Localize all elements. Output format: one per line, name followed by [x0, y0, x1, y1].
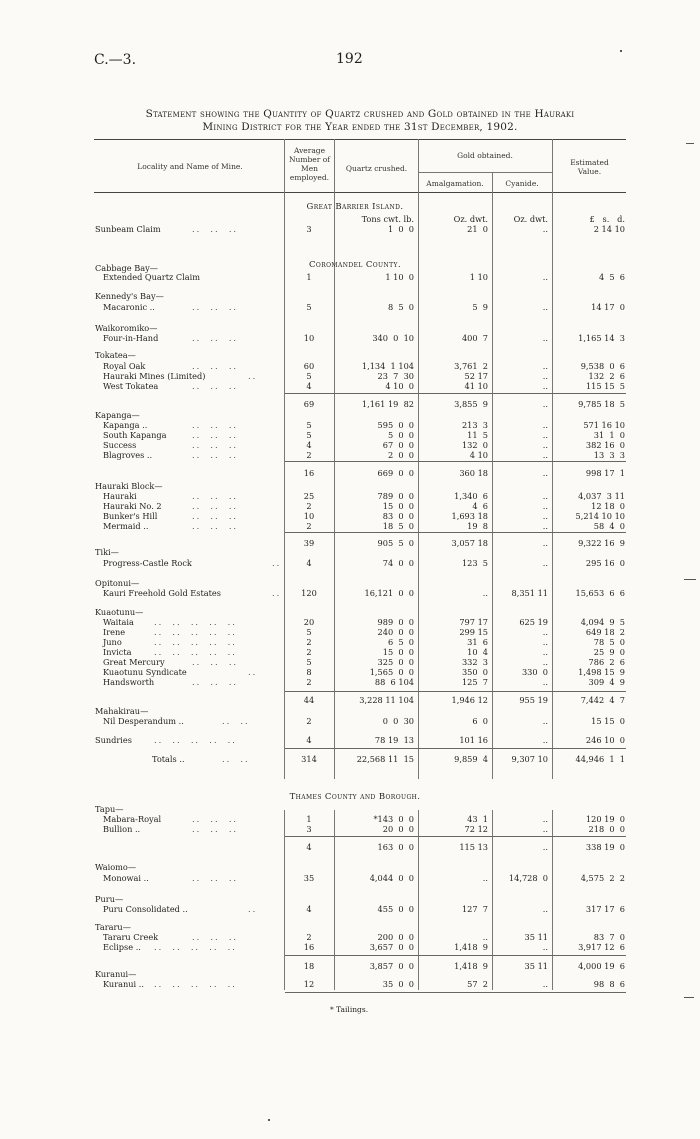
value-cell: 7,442 4 7 [580, 695, 625, 705]
mine-name: Hauraki [103, 491, 137, 501]
amalg-cell: 31 6 [467, 637, 488, 647]
quartz-cell: 6 5 0 [387, 637, 414, 647]
men-cell: 2 [306, 501, 312, 511]
cyanide-cell: .. [542, 430, 548, 440]
table-top-rule [94, 139, 626, 140]
quartz-cell: 455 0 0 [377, 904, 414, 914]
mine-name: Juno [103, 637, 122, 647]
men-cell: 2 [306, 677, 312, 687]
men-cell: 1 [306, 814, 312, 824]
scan-speck [620, 50, 622, 52]
men-cell: 314 [301, 754, 317, 764]
amalg-cell: 125 7 [461, 677, 488, 687]
value-cell: 31 1 0 [593, 430, 625, 440]
quartz-cell: 15 0 0 [382, 501, 414, 511]
cyanide-cell: .. [542, 272, 548, 282]
mine-name: Handsworth [103, 677, 155, 687]
amalg-cell: 115 13 [459, 842, 488, 852]
quartz-cell: 8 5 0 [387, 302, 414, 312]
quartz-cell: 88 6 104 [374, 677, 414, 687]
value-cell: 998 17 1 [585, 468, 625, 478]
quartz-cell: 989 0 0 [377, 617, 414, 627]
quartz-cell: 3,857 0 0 [369, 961, 414, 971]
mine-name: Macaronic .. [103, 302, 155, 312]
column-rule-value [552, 139, 553, 779]
cyanide-cell: .. [542, 450, 548, 460]
totals-rule [285, 748, 626, 749]
value-cell: 58 4 0 [593, 521, 625, 531]
mine-name: Royal Oak [103, 361, 146, 371]
cyanide-cell: 14,728 0 [508, 873, 548, 883]
amalg-cell: 52 17 [464, 371, 488, 381]
mine-name: Four-in-Hand [103, 333, 159, 343]
value-cell: 1,165 14 3 [578, 333, 625, 343]
amalg-cell: 123 5 [461, 558, 488, 568]
value-cell: 115 15 5 [585, 381, 625, 391]
value-cell: 4,094 9 5 [580, 617, 625, 627]
cyanide-cell: .. [542, 842, 548, 852]
value-cell: 4,000 19 6 [578, 961, 625, 971]
amalg-cell: 3,057 18 [451, 538, 488, 548]
cyanide-cell: .. [542, 361, 548, 371]
amalg-cell: 43 1 [467, 814, 488, 824]
men-cell: 4 [306, 558, 312, 568]
value-cell: 98 8 6 [593, 979, 625, 989]
cyanide-cell: .. [542, 824, 548, 834]
group-kapanga: Kapanga— [95, 410, 140, 420]
gold-header-rule [418, 172, 552, 173]
statement-title-line-1: Statement showing the Quantity of Quartz crushed and Gold obtained in the Hauraki [145, 108, 575, 120]
men-cell: 4 [306, 842, 312, 852]
quartz-cell: 22,568 11 15 [356, 754, 414, 764]
scan-speck [268, 1119, 270, 1121]
value-cell: 12 18 0 [591, 501, 625, 511]
amalg-cell: 332 3 [461, 657, 488, 667]
scan-speck [684, 997, 694, 998]
quartz-cell: 35 0 0 [382, 979, 414, 989]
amalg-cell: 57 2 [467, 979, 488, 989]
men-cell: 44 [303, 695, 315, 705]
value-cell: 9,322 16 9 [578, 538, 625, 548]
quartz-cell: 1 0 0 [387, 224, 414, 234]
mine-name: Bunker's Hill [103, 511, 158, 521]
value-cell: 9,538 0 6 [580, 361, 625, 371]
value-cell: 317 17 6 [585, 904, 625, 914]
column-rule-quartz [334, 139, 335, 779]
amalg-cell: 9,859 4 [454, 754, 488, 764]
value-cell: 382 16 0 [585, 440, 625, 450]
cyanide-cell: .. [542, 538, 548, 548]
scan-speck [684, 579, 696, 580]
cyanide-cell: .. [542, 371, 548, 381]
men-cell: 1 [306, 272, 312, 282]
quartz-cell: 18 5 0 [382, 521, 414, 531]
value-cell: 132 2 6 [588, 371, 625, 381]
cyanide-cell: .. [542, 942, 548, 952]
men-cell: 20 [303, 617, 315, 627]
column-rule-amalg-2 [418, 810, 419, 990]
scan-speck [686, 143, 694, 144]
mine-name: Invicta [103, 647, 132, 657]
quartz-cell: 4,044 0 0 [369, 873, 414, 883]
subtotal-rule-kuaotunu [285, 691, 626, 692]
column-rule-cyanide [492, 172, 493, 779]
value-cell: 1,498 15 9 [578, 667, 625, 677]
cyanide-cell: 35 11 [524, 932, 548, 942]
page-number: 192 [336, 51, 363, 67]
mine-name: Kapanga .. [103, 420, 148, 430]
amalg-cell: 350 0 [461, 667, 488, 677]
cyanide-cell: .. [542, 637, 548, 647]
group-kuaotunu: Kuaotunu— [95, 607, 144, 617]
amalg-cell: 1,946 12 [451, 695, 488, 705]
header-value-2: Value. [577, 167, 602, 176]
cyanide-cell: .. [542, 399, 548, 409]
amalg-cell: 1,418 9 [454, 961, 488, 971]
amalg-cell: .. [482, 932, 488, 942]
quartz-cell: 669 0 0 [377, 468, 414, 478]
header-men-1: Average [293, 146, 326, 155]
quartz-cell: 20 0 0 [382, 824, 414, 834]
mine-name: Sundries [95, 735, 132, 745]
mine-name: Kuaotunu Syndicate [103, 667, 187, 677]
men-cell: 5 [306, 420, 312, 430]
amalg-cell: 1,340 6 [454, 491, 488, 501]
group-puru: Puru— [95, 894, 124, 904]
quartz-cell: 905 5 0 [377, 538, 414, 548]
value-cell: 4,575 2 2 [580, 873, 625, 883]
group-mahakirau: Mahakirau— [95, 706, 149, 716]
mine-name: West Tokatea [103, 381, 159, 391]
header-gold: Gold obtained. [457, 151, 513, 160]
column-rule-amalg [418, 139, 419, 779]
cyanide-cell: .. [542, 491, 548, 501]
subtotal-rule-kapanga [285, 461, 626, 462]
value-cell: 78 5 0 [593, 637, 625, 647]
totals-label: Totals .. [152, 754, 185, 764]
cyanide-cell: .. [542, 521, 548, 531]
group-tiki: Tiki— [95, 547, 119, 557]
value-cell: 15 15 0 [591, 716, 625, 726]
quartz-cell: 3,657 0 0 [369, 942, 414, 952]
cyanide-cell: .. [542, 814, 548, 824]
header-value-1: Estimated [570, 158, 609, 167]
amalg-cell: 213 3 [461, 420, 488, 430]
mine-name: Success [103, 440, 137, 450]
men-cell: 4 [306, 904, 312, 914]
subtotal-rule-hauraki [285, 532, 626, 533]
header-quartz: Quartz crushed. [345, 164, 408, 173]
amalg-cell: 1 10 [469, 272, 488, 282]
cyanide-cell: .. [542, 333, 548, 343]
men-cell: 60 [303, 361, 315, 371]
men-cell: 39 [303, 538, 315, 548]
table-header-rule [94, 192, 626, 193]
subtotal-rule-tapu [285, 836, 626, 837]
header-cyanide: Cyanide. [505, 179, 539, 188]
amalg-cell: 132 0 [461, 440, 488, 450]
units-quartz: Tons cwt. lb. [361, 214, 414, 224]
value-cell: 13 3 3 [593, 450, 625, 460]
quartz-cell: 340 0 10 [372, 333, 414, 343]
cyanide-cell: .. [542, 468, 548, 478]
quartz-cell: 74 0 0 [382, 558, 414, 568]
cyanide-cell: .. [542, 302, 548, 312]
cyanide-cell: .. [542, 627, 548, 637]
amalg-cell: 3,761 2 [454, 361, 488, 371]
amalg-cell: 127 7 [461, 904, 488, 914]
amalg-cell: 6 0 [472, 716, 488, 726]
mine-name: Waitaia [103, 617, 134, 627]
quartz-cell: 15 0 0 [382, 647, 414, 657]
value-cell: 5,214 10 10 [575, 511, 625, 521]
mine-name: Bullion .. [103, 824, 141, 834]
section-great-barrier: Great Barrier Island. [306, 202, 404, 212]
mine-name: Sunbeam Claim [95, 224, 161, 234]
amalg-cell: 21 0 [467, 224, 488, 234]
men-cell: 5 [306, 627, 312, 637]
men-cell: 5 [306, 371, 312, 381]
mine-name: Eclipse .. [103, 942, 141, 952]
column-rule-men [284, 139, 285, 779]
men-cell: 5 [306, 657, 312, 667]
quartz-cell: 595 0 0 [377, 420, 414, 430]
value-cell: 15,653 6 6 [575, 588, 625, 598]
men-cell: 4 [306, 440, 312, 450]
value-cell: 3,917 12 6 [578, 942, 625, 952]
mine-name: Hauraki No. 2 [103, 501, 162, 511]
men-cell: 10 [303, 511, 315, 521]
amalg-cell: 4 10 [469, 450, 488, 460]
men-cell: 12 [303, 979, 315, 989]
quartz-cell: 789 0 0 [377, 491, 414, 501]
mine-name: Tararu Creek [103, 932, 159, 942]
quartz-cell: 325 0 0 [377, 657, 414, 667]
units-value: £ s. d. [589, 214, 625, 224]
men-cell: 10 [303, 333, 315, 343]
column-rule-cyanide-2 [492, 810, 493, 990]
cyanide-cell: .. [542, 904, 548, 914]
amalg-cell: .. [482, 588, 488, 598]
cyanide-cell: 8,351 11 [511, 588, 548, 598]
men-cell: 35 [303, 873, 315, 883]
amalg-cell: 5 9 [472, 302, 488, 312]
men-cell: 2 [306, 647, 312, 657]
quartz-cell: 1 10 0 [385, 272, 414, 282]
footnote: * Tailings. [330, 1005, 369, 1014]
men-cell: 2 [306, 521, 312, 531]
header-amalgamation: Amalgamation. [426, 179, 484, 188]
mine-name: Progress-Castle Rock [103, 558, 192, 568]
value-cell: 4 5 6 [598, 272, 625, 282]
quartz-cell: 1,161 19 82 [361, 399, 414, 409]
quartz-cell: 4 10 0 [385, 381, 414, 391]
cyanide-cell: .. [542, 440, 548, 450]
quartz-cell: 1,134 1 104 [361, 361, 414, 371]
mine-name: Blagroves .. [103, 450, 153, 460]
subtotal-rule-tararu [285, 955, 626, 956]
men-cell: 8 [306, 667, 312, 677]
cyanide-cell: .. [542, 558, 548, 568]
cyanide-cell: .. [542, 420, 548, 430]
mine-name: Hauraki Mines (Limited) [103, 371, 206, 381]
cyanide-cell: .. [542, 677, 548, 687]
column-rule-men-2 [284, 810, 285, 990]
amalg-cell: 1,418 9 [454, 942, 488, 952]
quartz-cell: 78 19 13 [374, 735, 414, 745]
value-cell: 25 9 0 [593, 647, 625, 657]
value-cell: 4,037 3 11 [578, 491, 625, 501]
amalg-cell: 10 4 [467, 647, 488, 657]
cyanide-cell: 625 19 [519, 617, 548, 627]
cyanide-cell: .. [542, 501, 548, 511]
men-cell: 2 [306, 637, 312, 647]
value-cell: 338 19 0 [585, 842, 625, 852]
header-men-3: Men [301, 164, 318, 173]
quartz-cell: 240 0 0 [377, 627, 414, 637]
men-cell: 120 [301, 588, 317, 598]
mine-name: Monowai .. [103, 873, 149, 883]
column-rule-quartz-2 [334, 810, 335, 990]
men-cell: 5 [306, 302, 312, 312]
value-cell: 120 19 0 [585, 814, 625, 824]
amalg-cell: 299 15 [459, 627, 488, 637]
mine-name: South Kapanga [103, 430, 167, 440]
group-tapu: Tapu— [95, 804, 124, 814]
amalg-cell: .. [482, 873, 488, 883]
mine-name: Irene [103, 627, 126, 637]
men-cell: 25 [303, 491, 315, 501]
quartz-cell: 0 0 30 [382, 716, 414, 726]
amalg-cell: 19 8 [467, 521, 488, 531]
subtotal-rule-tokatea [285, 393, 626, 394]
value-cell: 295 16 0 [585, 558, 625, 568]
men-cell: 4 [306, 381, 312, 391]
cyanide-cell: .. [542, 735, 548, 745]
value-cell: 246 10 0 [585, 735, 625, 745]
cyanide-cell: 330 0 [521, 667, 548, 677]
value-cell: 83 7 0 [593, 932, 625, 942]
men-cell: 5 [306, 430, 312, 440]
men-cell: 2 [306, 932, 312, 942]
cyanide-cell: .. [542, 224, 548, 234]
quartz-cell: 200 0 0 [377, 932, 414, 942]
cyanide-cell: 35 11 [524, 961, 548, 971]
men-cell: 3 [306, 824, 312, 834]
mine-name: Mermaid .. [103, 521, 149, 531]
units-amalg: Oz. dwt. [453, 214, 488, 224]
section-coromandel: Coromandel County. [308, 260, 402, 270]
quartz-cell: 16,121 0 0 [364, 588, 414, 598]
mine-name: Puru Consolidated .. [103, 904, 188, 914]
mine-name: Kuranui .. [103, 979, 144, 989]
mine-name: Great Mercury [103, 657, 165, 667]
amalg-cell: 101 16 [459, 735, 488, 745]
amalg-cell: 360 18 [459, 468, 488, 478]
men-cell: 2 [306, 450, 312, 460]
value-cell: 14 17 0 [591, 302, 625, 312]
mine-name: Mabara-Royal [103, 814, 162, 824]
group-kuranui: Kuranui— [95, 969, 137, 979]
group-tokatea: Tokatea— [95, 350, 136, 360]
quartz-cell: 2 0 0 [387, 450, 414, 460]
mine-name: Nil Desperandum .. [103, 716, 184, 726]
quartz-cell: 5 0 0 [387, 430, 414, 440]
statement-title-line-2: Mining District for the Year ended the 31st December, 1902. [202, 121, 518, 133]
quartz-cell: *143 0 0 [373, 814, 414, 824]
cyanide-cell: 9,307 10 [511, 754, 548, 764]
men-cell: 3 [306, 224, 312, 234]
group-opitonui: Opitonui— [95, 578, 140, 588]
group-waiomo: Waiomo— [95, 862, 137, 872]
value-cell: 571 16 10 [583, 420, 625, 430]
header-locality: Locality and Name of Mine. [137, 162, 243, 171]
men-cell: 69 [303, 399, 315, 409]
mine-name: Extended Quartz Claim [103, 272, 201, 282]
quartz-cell: 3,228 11 104 [359, 695, 414, 705]
quartz-cell: 1,565 0 0 [369, 667, 414, 677]
cyanide-cell: .. [542, 979, 548, 989]
amalg-cell: 41 10 [464, 381, 488, 391]
quartz-cell: 83 0 0 [382, 511, 414, 521]
amalg-cell: 1,693 18 [451, 511, 488, 521]
men-cell: 16 [303, 468, 315, 478]
cyanide-cell: .. [542, 511, 548, 521]
cyanide-cell: .. [542, 647, 548, 657]
group-waikoromiko: Waikoromiko— [95, 323, 158, 333]
men-cell: 4 [306, 735, 312, 745]
quartz-cell: 23 7 30 [377, 371, 414, 381]
group-tararu: Tararu— [95, 922, 131, 932]
value-cell: 786 2 6 [588, 657, 625, 667]
cyanide-cell: .. [542, 716, 548, 726]
value-cell: 44,946 1 1 [575, 754, 625, 764]
amalg-cell: 72 12 [464, 824, 488, 834]
mine-name: Kauri Freehold Gold Estates [103, 588, 221, 598]
amalg-cell: 3,855 9 [454, 399, 488, 409]
quartz-cell: 163 0 0 [377, 842, 414, 852]
men-cell: 18 [303, 961, 315, 971]
group-hauraki-block: Hauraki Block— [95, 481, 163, 491]
column-rule-value-2 [552, 810, 553, 990]
table-bottom-rule [285, 992, 626, 993]
value-cell: 9,785 18 5 [578, 399, 625, 409]
amalg-cell: 11 5 [467, 430, 488, 440]
men-cell: 16 [303, 942, 315, 952]
amalg-cell: 400 7 [461, 333, 488, 343]
quartz-cell: 67 0 0 [382, 440, 414, 450]
cyanide-cell: .. [542, 381, 548, 391]
header-men-2: Number of [288, 155, 330, 164]
group-kennedys-bay: Kennedy's Bay— [95, 291, 164, 301]
section-thames: Thames County and Borough. [289, 792, 421, 802]
header-men-4: employed. [289, 173, 330, 182]
cyanide-cell: 955 19 [519, 695, 548, 705]
group-cabbage-bay: Cabbage Bay— [95, 263, 158, 273]
value-cell: 2 14 10 [593, 224, 625, 234]
amalg-cell: 4 6 [472, 501, 488, 511]
amalg-cell: 797 17 [459, 617, 488, 627]
report-reference: C.—3. [94, 52, 137, 68]
value-cell: 218 0 0 [588, 824, 625, 834]
men-cell: 2 [306, 716, 312, 726]
value-cell: 309 4 9 [588, 677, 625, 687]
cyanide-cell: .. [542, 657, 548, 667]
value-cell: 649 18 2 [585, 627, 625, 637]
units-cyanide: Oz. dwt. [513, 214, 548, 224]
